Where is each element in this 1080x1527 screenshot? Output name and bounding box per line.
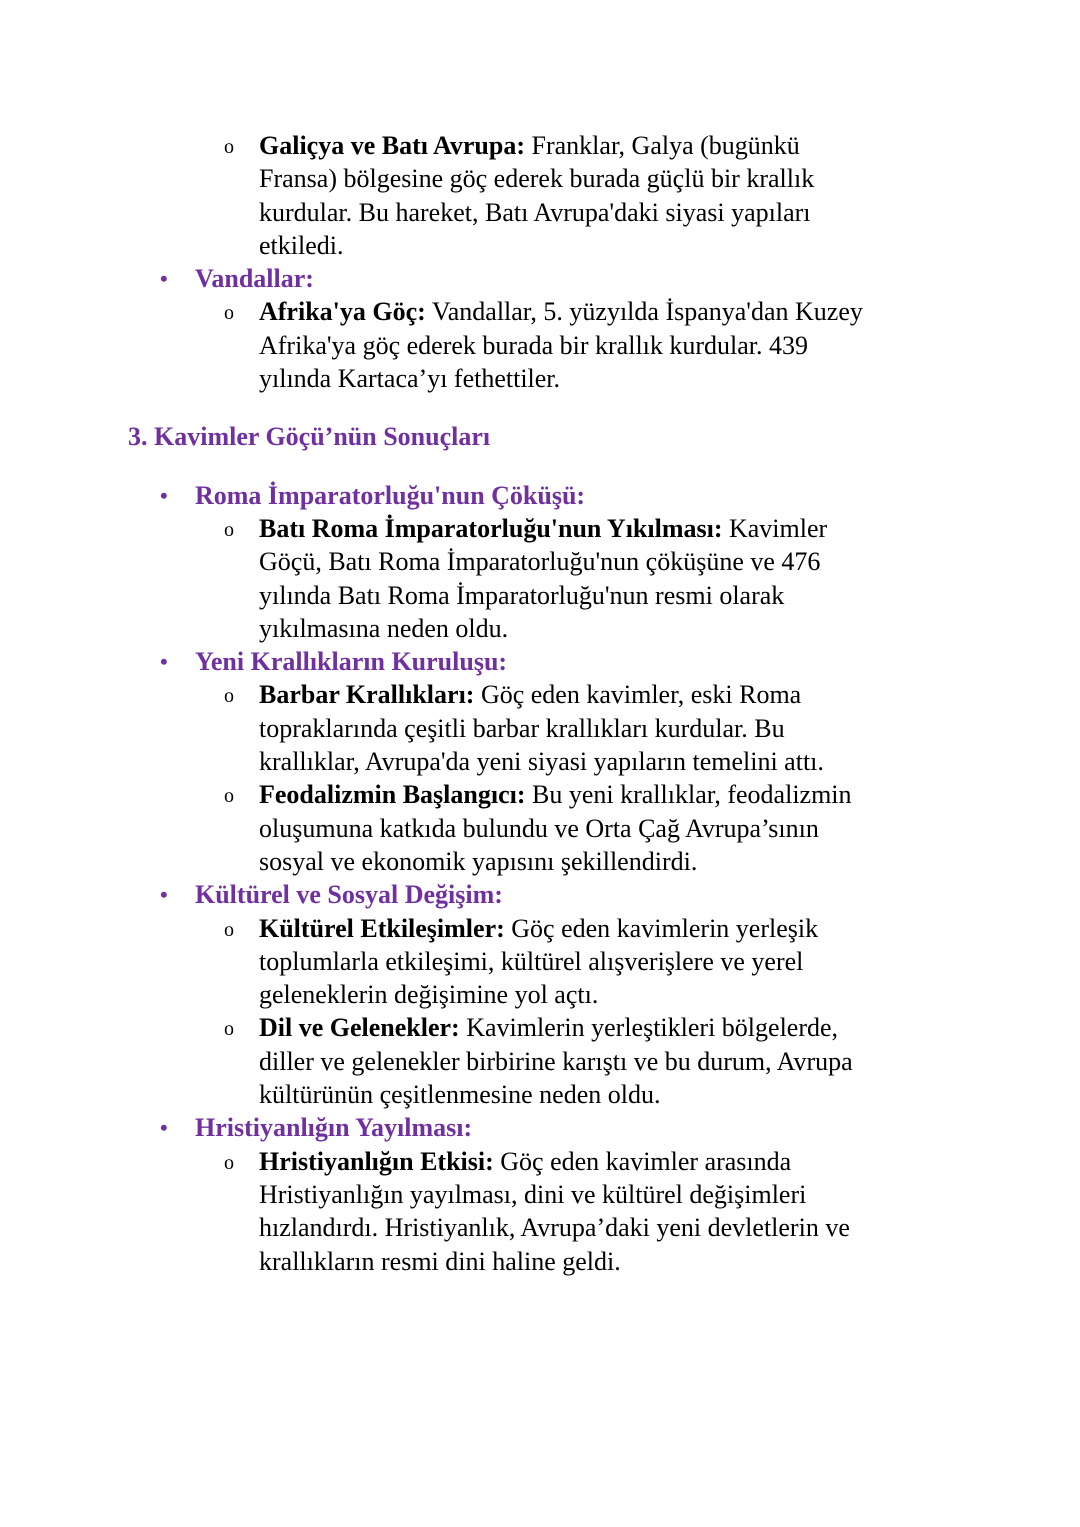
bullet-item xyxy=(0,1111,1080,1144)
item-label: Batı Roma İmparatorluğu'nun Yıkılması: xyxy=(259,513,723,543)
text-line xyxy=(259,162,1080,195)
text-line xyxy=(259,945,1080,978)
sub-bullet-item xyxy=(0,129,1080,262)
circle-bullet-icon: o xyxy=(224,918,234,941)
sub-bullet-item xyxy=(0,912,1080,1012)
item-label: Kültürel Etkileşimler: xyxy=(259,913,505,943)
item-text: Göçü, Batı Roma İmparatorluğu'nun çöküşüne ve 476 xyxy=(259,547,821,577)
item-text: etkiledi. xyxy=(259,230,344,260)
bullet-title: Vandallar: xyxy=(195,264,314,294)
item-text: krallıkların resmi dini haline geldi. xyxy=(259,1246,621,1276)
item-text: Bu yeni krallıklar, feodalizmin xyxy=(525,780,852,810)
bullet-title: Hristiyanlığın Yayılması: xyxy=(195,1113,473,1143)
bullet-title: Roma İmparatorluğu'nun Çöküşü: xyxy=(195,480,586,510)
text-line xyxy=(259,778,1080,811)
text-line xyxy=(259,129,1080,162)
bullet-item xyxy=(0,878,1080,911)
item-label: Feodalizmin Başlangıcı: xyxy=(259,780,526,810)
section-heading: 3. Kavimler Göçü’nün Sonuçları xyxy=(128,422,491,452)
text-line xyxy=(259,912,1080,945)
item-text: yıkılmasına neden oldu. xyxy=(259,613,509,643)
text-line xyxy=(259,978,1080,1011)
text-line xyxy=(259,745,1080,778)
text-line xyxy=(259,196,1080,229)
text-line xyxy=(259,545,1080,578)
item-text: oluşumuna katkıda bulundu ve Orta Çağ Avrupa’sının xyxy=(259,813,819,843)
text-line xyxy=(259,512,1080,545)
bullet-item xyxy=(0,262,1080,295)
item-text: toplumlarla etkileşimi, kültürel alışverişlere ve yerel xyxy=(259,946,804,976)
item-text: Franklar, Galya (bugünkü xyxy=(525,131,800,160)
bullet-item xyxy=(0,479,1080,512)
item-text: Göç eden kavimlerin yerleşik xyxy=(504,913,819,943)
circle-bullet-icon: o xyxy=(224,1151,234,1174)
text-line xyxy=(259,1178,1080,1211)
item-text: geleneklerin değişimine yol açtı. xyxy=(259,980,599,1010)
text-line xyxy=(259,1245,1080,1278)
circle-bullet-icon: o xyxy=(224,1018,234,1041)
text-line xyxy=(259,1011,1080,1044)
circle-bullet-icon: o xyxy=(224,518,234,541)
item-text: yılında Batı Roma İmparatorluğu'nun resmi olarak xyxy=(259,580,785,610)
text-line xyxy=(259,1045,1080,1078)
item-text: diller ve gelenekler birbirine karıştı ve bu durum, Avrupa xyxy=(259,1046,853,1076)
document-body xyxy=(0,129,1080,1278)
bullet-title: Yeni Krallıkların Kuruluşu: xyxy=(195,647,508,677)
text-line xyxy=(259,1145,1080,1178)
bullet-title: Kültürel ve Sosyal Değişim: xyxy=(195,880,503,910)
item-text: Fransa) bölgesine göç ederek burada güçlü bir krallık xyxy=(259,164,815,194)
item-text: Afrika'ya göç ederek burada bir krallık kurdular. 439 xyxy=(259,330,809,360)
text-line xyxy=(259,329,1080,362)
item-text: Göç eden kavimler, eski Roma xyxy=(474,680,802,710)
item-label: Afrika'ya Göç: xyxy=(259,297,426,327)
circle-bullet-icon: o xyxy=(224,302,234,325)
item-label: Galiçya ve Batı Avrupa: xyxy=(259,131,526,160)
text-line xyxy=(259,812,1080,845)
item-label: Hristiyanlığın Etkisi: xyxy=(259,1146,494,1176)
bullet-icon: • xyxy=(160,649,168,675)
item-text: Kavimlerin yerleştikleri bölgelerde, xyxy=(459,1013,839,1043)
text-line xyxy=(259,1078,1080,1111)
item-text: topraklarında çeşitli barbar krallıkları kurdular. Bu xyxy=(259,713,785,743)
text-line xyxy=(259,612,1080,645)
sub-bullet-item xyxy=(0,1011,1080,1111)
item-text: sosyal ve ekonomik yapısını şekillendirdi. xyxy=(259,846,698,876)
sub-bullet-item xyxy=(0,512,1080,645)
item-label: Barbar Krallıkları: xyxy=(259,680,475,710)
text-line xyxy=(259,229,1080,262)
text-line xyxy=(259,712,1080,745)
bullet-icon: • xyxy=(160,266,168,292)
item-label: Dil ve Gelenekler: xyxy=(259,1013,460,1043)
bullet-icon: • xyxy=(160,882,168,908)
circle-bullet-icon: o xyxy=(224,136,234,158)
item-text: kurdular. Bu hareket, Batı Avrupa'daki siyasi yapıları xyxy=(259,197,811,227)
item-text: yılında Kartaca’yı fethettiler. xyxy=(259,364,561,394)
item-text: Vandallar, 5. yüzyılda İspanya'dan Kuzey xyxy=(425,297,863,327)
item-text: Kavimler xyxy=(722,513,828,543)
sub-bullet-item xyxy=(0,1145,1080,1278)
item-text: kültürünün çeşitlenmesine neden oldu. xyxy=(259,1080,661,1110)
item-text: Göç eden kavimler arasında xyxy=(493,1146,792,1176)
text-line xyxy=(259,579,1080,612)
sub-bullet-item xyxy=(0,778,1080,878)
text-line xyxy=(259,845,1080,878)
bullet-icon: • xyxy=(160,482,168,508)
bullet-item xyxy=(0,645,1080,678)
text-line xyxy=(259,362,1080,395)
text-line xyxy=(259,678,1080,711)
item-text: Hristiyanlığın yayılması, dini ve kültürel değişimleri xyxy=(259,1179,807,1209)
item-text: krallıklar, Avrupa'da yeni siyasi yapıların temelini attı. xyxy=(259,747,824,777)
bullet-icon: • xyxy=(160,1115,168,1141)
circle-bullet-icon: o xyxy=(224,785,234,808)
circle-bullet-icon: o xyxy=(224,685,234,708)
sub-bullet-item xyxy=(0,678,1080,778)
sub-bullet-item xyxy=(0,295,1080,395)
item-text: hızlandırdı. Hristiyanlık, Avrupa’daki yeni devletlerin ve xyxy=(259,1213,850,1243)
text-line xyxy=(259,1211,1080,1244)
text-line xyxy=(259,295,1080,328)
